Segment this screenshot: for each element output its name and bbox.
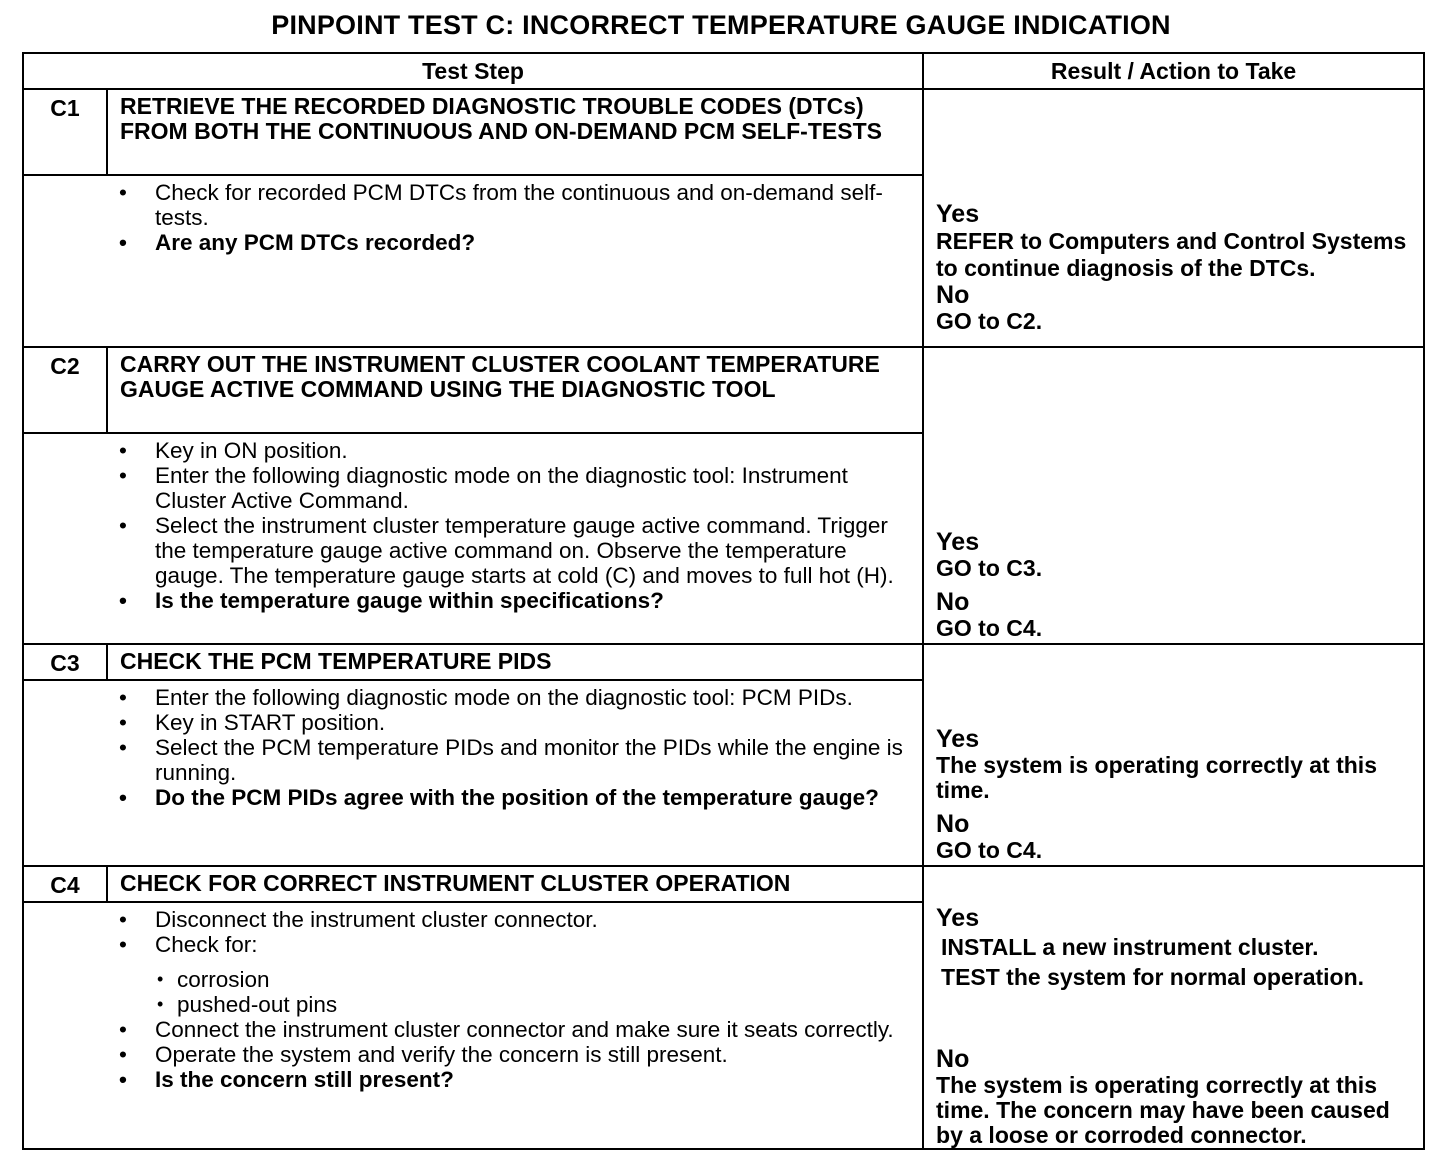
result-cell [923, 644, 1424, 866]
list-item: • Disconnect the instrument cluster connector. [117, 907, 912, 932]
list-item: • Connect the instrument cluster connector and make sure it seats correctly. [117, 1017, 912, 1042]
step-instructions [23, 175, 923, 347]
step-id: C3 [23, 644, 107, 680]
list-item: • Is the concern still present? [117, 1067, 912, 1092]
list-item: • Is the temperature gauge within specifications? [117, 588, 912, 613]
list-item: • Select the PCM temperature PIDs and monitor the PIDs while the engine is running. [117, 735, 912, 785]
no-label: No [936, 1045, 970, 1073]
list-item: • Check for: • corrosion • pushed-out pins [117, 932, 912, 1017]
yes-action-install: INSTALL a new instrument cluster. [941, 934, 1319, 960]
yes-action: GO to C3. [936, 555, 1043, 581]
yes-action-test: TEST the system for normal operation. [941, 964, 1365, 990]
step-title: CARRY OUT THE INSTRUMENT CLUSTER COOLANT TEMPERATURE GAUGE ACTIVE COMMAND USING THE DIAGNOSTIC TOOL [107, 347, 923, 433]
no-action: GO to C4. [936, 837, 1043, 863]
list-item: • Key in ON position. [117, 438, 912, 463]
step-instructions [23, 433, 923, 644]
result-cell [923, 347, 1424, 644]
result-cell [923, 866, 1424, 1149]
step-title: CHECK FOR CORRECT INSTRUMENT CLUSTER OPERATION [107, 866, 923, 902]
table-header-row [23, 53, 1424, 89]
step-title: RETRIEVE THE RECORDED DIAGNOSTIC TROUBLE CODES (DTCs) FROM BOTH THE CONTINUOUS AND ON-DEMAND PCM SELF-TESTS [107, 89, 923, 175]
list-item: • Select the instrument cluster temperature gauge active command. Trigger the temperature gauge active command on. Observe the temperature gauge. The temperature gauge starts at cold (C) and moves to full hot (H). [117, 513, 912, 588]
list-item: • Enter the following diagnostic mode on the diagnostic tool: PCM PIDs. [117, 685, 912, 710]
step-instructions [23, 680, 923, 866]
list-item: • Key in START position. [117, 710, 912, 735]
sub-list-item: • pushed-out pins [155, 992, 912, 1017]
page-title: PINPOINT TEST C: INCORRECT TEMPERATURE GAUGE INDICATION [271, 10, 1171, 40]
list-item: • Are any PCM DTCs recorded? [117, 230, 912, 255]
step-header-row [23, 347, 1424, 433]
sub-list-item: • corrosion [155, 967, 912, 992]
yes-action: The system is operating correctly at this time. [936, 752, 1377, 803]
yes-label: Yes [936, 725, 980, 753]
no-action: GO to C2. [936, 308, 1043, 334]
no-label: No [936, 588, 970, 616]
step-id: C2 [23, 347, 107, 433]
step-title: CHECK THE PCM TEMPERATURE PIDS [107, 644, 923, 680]
yes-action: REFER to Computers and Control Systems to continue diagnosis of the DTCs. [936, 228, 1407, 281]
yes-label: Yes [936, 528, 980, 556]
column-header-result: Result / Action to Take [923, 53, 1424, 89]
step-id: C1 [23, 89, 107, 175]
list-item: • Operate the system and verify the concern is still present. [117, 1042, 912, 1067]
column-header-test-step: Test Step [23, 53, 923, 89]
no-label: No [936, 810, 970, 838]
step-header-row [23, 644, 1424, 680]
no-action: GO to C4. [936, 615, 1043, 641]
no-label: No [936, 281, 970, 309]
no-action: The system is operating correctly at this time. The concern may have been caused by a loose or corroded connector. [936, 1072, 1390, 1148]
yes-label: Yes [936, 904, 980, 932]
step-id: C4 [23, 866, 107, 902]
step-header-row [23, 89, 1424, 175]
step-instructions [23, 902, 923, 1149]
result-cell [923, 89, 1424, 347]
list-item: • Enter the following diagnostic mode on the diagnostic tool: Instrument Cluster Active Command. [117, 463, 912, 513]
list-item: • Do the PCM PIDs agree with the position of the temperature gauge? [117, 785, 912, 810]
pinpoint-test-table [22, 52, 1425, 1150]
yes-label: Yes [936, 200, 980, 228]
step-header-row [23, 866, 1424, 902]
list-item: • Check for recorded PCM DTCs from the continuous and on-demand self-tests. [117, 180, 912, 230]
